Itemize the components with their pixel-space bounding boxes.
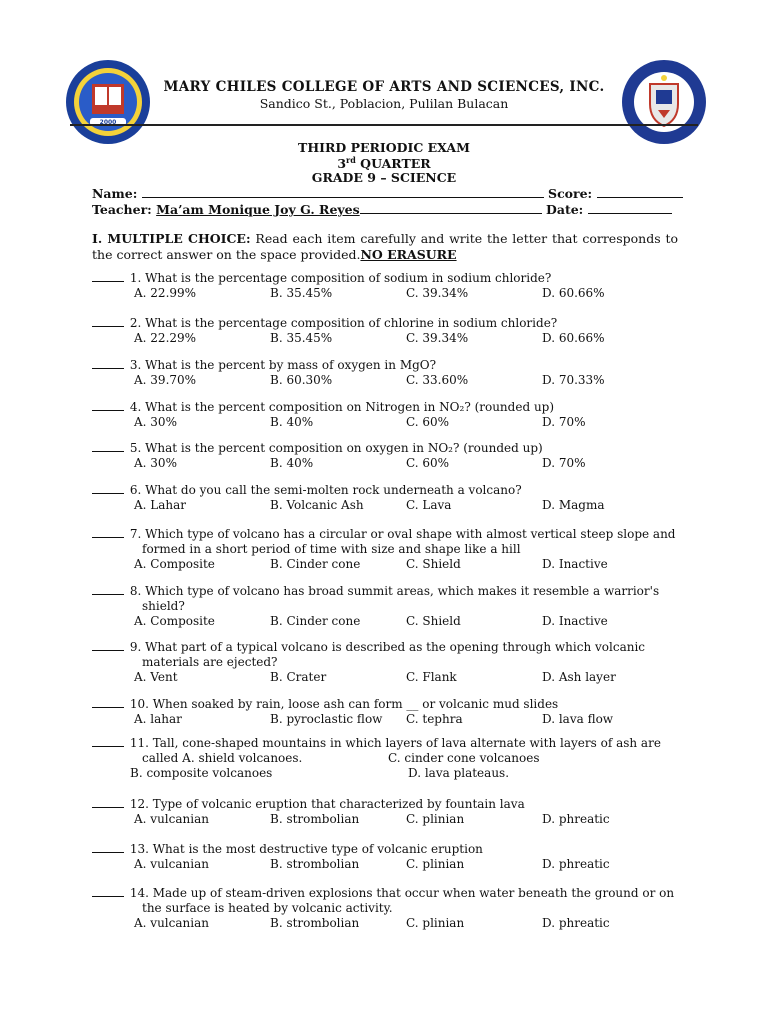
- name-field[interactable]: [142, 185, 544, 198]
- question-number: 9.: [126, 640, 146, 654]
- option-d: D. 60.66%: [542, 286, 605, 300]
- teacher-line: [360, 201, 542, 214]
- options-row: [92, 498, 678, 513]
- name-label: Name:: [92, 186, 138, 201]
- question-text-continued: called A. shield volcanoes.: [142, 751, 303, 765]
- answer-blank[interactable]: [92, 399, 124, 411]
- option-a: A. 39.70%: [134, 373, 197, 387]
- option-a: A. 30%: [134, 456, 177, 470]
- question-text: When soaked by rain, loose ash can form __ or volcanic mud slides: [152, 697, 559, 711]
- school-name: MARY CHILES COLLEGE OF ARTS AND SCIENCES, INC.: [163, 79, 605, 95]
- question-line: [92, 735, 678, 751]
- question-text: What is the percent composition on Nitrogen in NO₂? (rounded up): [145, 400, 555, 414]
- exam-quarter: 3rd QUARTER: [337, 155, 431, 172]
- option-a: A. 22.29%: [134, 331, 197, 345]
- answer-blank[interactable]: [92, 270, 124, 282]
- question-number: 7.: [126, 527, 146, 541]
- options-row: [92, 670, 678, 685]
- date-field[interactable]: [588, 201, 672, 214]
- option-c: C. 39.34%: [406, 331, 469, 345]
- question-number: 4.: [126, 400, 146, 414]
- option-a: A. Composite: [134, 557, 215, 571]
- option-d: D. 70.33%: [542, 373, 605, 387]
- question-line: [92, 482, 678, 498]
- option-c: C. Flank: [406, 670, 457, 684]
- question-line: [92, 841, 678, 857]
- question-line: [92, 399, 678, 415]
- option-b: B. Cinder cone: [270, 614, 361, 628]
- option-b: B. strombolian: [270, 857, 360, 871]
- instructions-text: Read each item carefully and write the letter that corresponds to the correct answer on the space provided.: [92, 231, 678, 262]
- question-text: What is the percentage composition of sodium in sodium chloride?: [145, 271, 552, 285]
- instructions: [92, 231, 678, 263]
- question-line: [92, 639, 678, 655]
- question-text-continued: shield?: [142, 599, 185, 613]
- answer-blank[interactable]: [92, 796, 124, 808]
- option-a: A. Composite: [134, 614, 215, 628]
- option-b: B. Cinder cone: [270, 557, 361, 571]
- answer-blank[interactable]: [92, 526, 124, 538]
- question-number: 14.: [126, 886, 153, 900]
- options-row: [92, 857, 678, 872]
- answer-blank[interactable]: [92, 885, 124, 897]
- options-row: [92, 712, 678, 727]
- no-erasure-note: NO ERASURE: [360, 247, 457, 262]
- option-c: C. tephra: [406, 712, 463, 726]
- question-line: [92, 357, 678, 373]
- option-a: A. 30%: [134, 415, 177, 429]
- question-text-continued: the surface is heated by volcanic activity.: [142, 901, 393, 915]
- options-row: [92, 916, 678, 931]
- options-row: [92, 614, 678, 629]
- question-number: 10.: [126, 697, 153, 711]
- question-number: 11.: [126, 736, 153, 750]
- question-line: [92, 270, 678, 286]
- answer-blank[interactable]: [92, 315, 124, 327]
- option-a: A. Vent: [134, 670, 178, 684]
- answer-blank[interactable]: [92, 841, 124, 853]
- answer-blank[interactable]: [92, 482, 124, 494]
- question-item: [92, 696, 678, 727]
- options-row: [92, 331, 678, 346]
- option-a: A. 22.99%: [134, 286, 197, 300]
- question-text: What is the percent composition on oxygen in NO₂? (rounded up): [145, 441, 543, 455]
- question-text: Made up of steam-driven explosions that occur when water beneath the ground or on: [152, 886, 675, 900]
- option-a: A. lahar: [134, 712, 182, 726]
- question-item: [92, 841, 678, 872]
- option-d: D. Ash layer: [542, 670, 616, 684]
- option-a: A. vulcanian: [134, 812, 209, 826]
- section-heading: I. MULTIPLE CHOICE:: [92, 231, 251, 246]
- question-text: Which type of volcano has a circular or oval shape with almost vertical steep slope and: [145, 527, 676, 541]
- answer-blank[interactable]: [92, 639, 124, 651]
- option-d: D. 70%: [542, 415, 586, 429]
- question-item: [92, 399, 678, 430]
- option-d: D. Magma: [542, 498, 605, 512]
- option-a: A. vulcanian: [134, 916, 209, 930]
- option-d: D. phreatic: [542, 916, 610, 930]
- question-item: [92, 885, 678, 931]
- teacher-row: [92, 201, 672, 217]
- question-text: Type of volcanic eruption that characterized by fountain lava: [152, 797, 525, 811]
- question-item: [92, 583, 678, 629]
- options-row: [92, 557, 678, 572]
- exam-title: THIRD PERIODIC EXAM: [298, 140, 470, 155]
- question-item: [92, 526, 678, 572]
- logo-year: 2000: [99, 119, 117, 126]
- question-item: [92, 796, 678, 827]
- teacher-name: Ma’am Monique Joy G. Reyes: [156, 202, 360, 217]
- question-text: What is the percent by mass of oxygen in MgO?: [145, 358, 437, 372]
- option-c: C. 60%: [406, 415, 450, 429]
- option-c: C. Lava: [406, 498, 452, 512]
- question-line: [92, 315, 678, 331]
- option-b: B. strombolian: [270, 916, 360, 930]
- question-number: 3.: [126, 358, 146, 372]
- question-number: 1.: [126, 271, 146, 285]
- option-c: C. cinder cone volcanoes: [388, 751, 540, 765]
- option-d: D. 70%: [542, 456, 586, 470]
- option-c: C. plinian: [406, 857, 465, 871]
- option-d: D. lava flow: [542, 712, 614, 726]
- option-b: B. Volcanic Ash: [270, 498, 364, 512]
- option-b: B. 40%: [270, 456, 314, 470]
- question-text: Tall, cone-shaped mountains in which layers of lava alternate with layers of ash are: [152, 736, 661, 750]
- option-b: B. 35.45%: [270, 331, 333, 345]
- answer-blank[interactable]: [92, 583, 124, 595]
- option-c: C. 60%: [406, 456, 450, 470]
- answer-blank[interactable]: [92, 440, 124, 452]
- question-text-continued: formed in a short period of time with size and shape like a hill: [142, 542, 521, 556]
- score-label: Score:: [548, 186, 593, 201]
- answer-blank[interactable]: [92, 696, 124, 708]
- question-item: [92, 440, 678, 471]
- option-b: B. Crater: [270, 670, 327, 684]
- options-row: [92, 812, 678, 827]
- score-field[interactable]: [597, 185, 683, 198]
- option-c: C. plinian: [406, 916, 465, 930]
- question-item: [92, 639, 678, 685]
- teacher-label: Teacher:: [92, 202, 152, 217]
- options-row: [92, 456, 678, 471]
- question-number: 12.: [126, 797, 153, 811]
- option-c: C. 33.60%: [406, 373, 469, 387]
- date-label: Date:: [546, 202, 584, 217]
- question-line: [92, 440, 678, 456]
- exam-grade: GRADE 9 – SCIENCE: [311, 170, 457, 185]
- option-b: B. 60.30%: [270, 373, 333, 387]
- options-row: [92, 286, 678, 301]
- question-line: [92, 885, 678, 901]
- option-d: D. Inactive: [542, 557, 608, 571]
- option-d: D. phreatic: [542, 857, 610, 871]
- question-line: [92, 526, 678, 542]
- question-text: What do you call the semi-molten rock underneath a volcano?: [145, 483, 522, 497]
- question-line: [92, 696, 678, 712]
- option-d: D. 60.66%: [542, 331, 605, 345]
- question-number: 2.: [126, 316, 146, 330]
- option-c: C. Shield: [406, 557, 461, 571]
- question-number: 8.: [126, 584, 146, 598]
- option-a: A. vulcanian: [134, 857, 209, 871]
- question-item: [92, 357, 678, 388]
- question-text: Which type of volcano has broad summit areas, which makes it resemble a warrior's: [145, 584, 660, 598]
- option-c: C. Shield: [406, 614, 461, 628]
- question-item: [92, 270, 678, 301]
- options-row: [92, 373, 678, 388]
- question-text: What is the percentage composition of chlorine in sodium chloride?: [145, 316, 558, 330]
- options-row: [92, 415, 678, 430]
- options-row: [92, 766, 678, 781]
- question-line: [92, 796, 678, 812]
- name-row: [92, 185, 683, 201]
- question-line: [92, 583, 678, 599]
- option-b: B. strombolian: [270, 812, 360, 826]
- option-b: B. 35.45%: [270, 286, 333, 300]
- option-b: B. 40%: [270, 415, 314, 429]
- answer-blank[interactable]: [92, 735, 124, 747]
- option-b: B. pyroclastic flow: [270, 712, 383, 726]
- question-text: What is the most destructive type of volcanic eruption: [152, 842, 483, 856]
- school-address: Sandico St., Poblacion, Pulilan Bulacan: [259, 96, 509, 111]
- header-divider: [70, 124, 698, 126]
- question-item: [92, 482, 678, 513]
- question-number: 6.: [126, 483, 146, 497]
- option-c: C. 39.34%: [406, 286, 469, 300]
- option-b: B. composite volcanoes: [130, 766, 273, 780]
- answer-blank[interactable]: [92, 357, 124, 369]
- question-item: [92, 735, 678, 781]
- question-text-continued: materials are ejected?: [142, 655, 278, 669]
- question-text: What part of a typical volcano is described as the opening through which volcanic: [145, 640, 646, 654]
- option-a: A. Lahar: [134, 498, 187, 512]
- option-d: D. lava plateaus.: [408, 766, 510, 780]
- option-d: D. phreatic: [542, 812, 610, 826]
- question-number: 13.: [126, 842, 153, 856]
- question-number: 5.: [126, 441, 146, 455]
- option-d: D. Inactive: [542, 614, 608, 628]
- question-item: [92, 315, 678, 346]
- option-c: C. plinian: [406, 812, 465, 826]
